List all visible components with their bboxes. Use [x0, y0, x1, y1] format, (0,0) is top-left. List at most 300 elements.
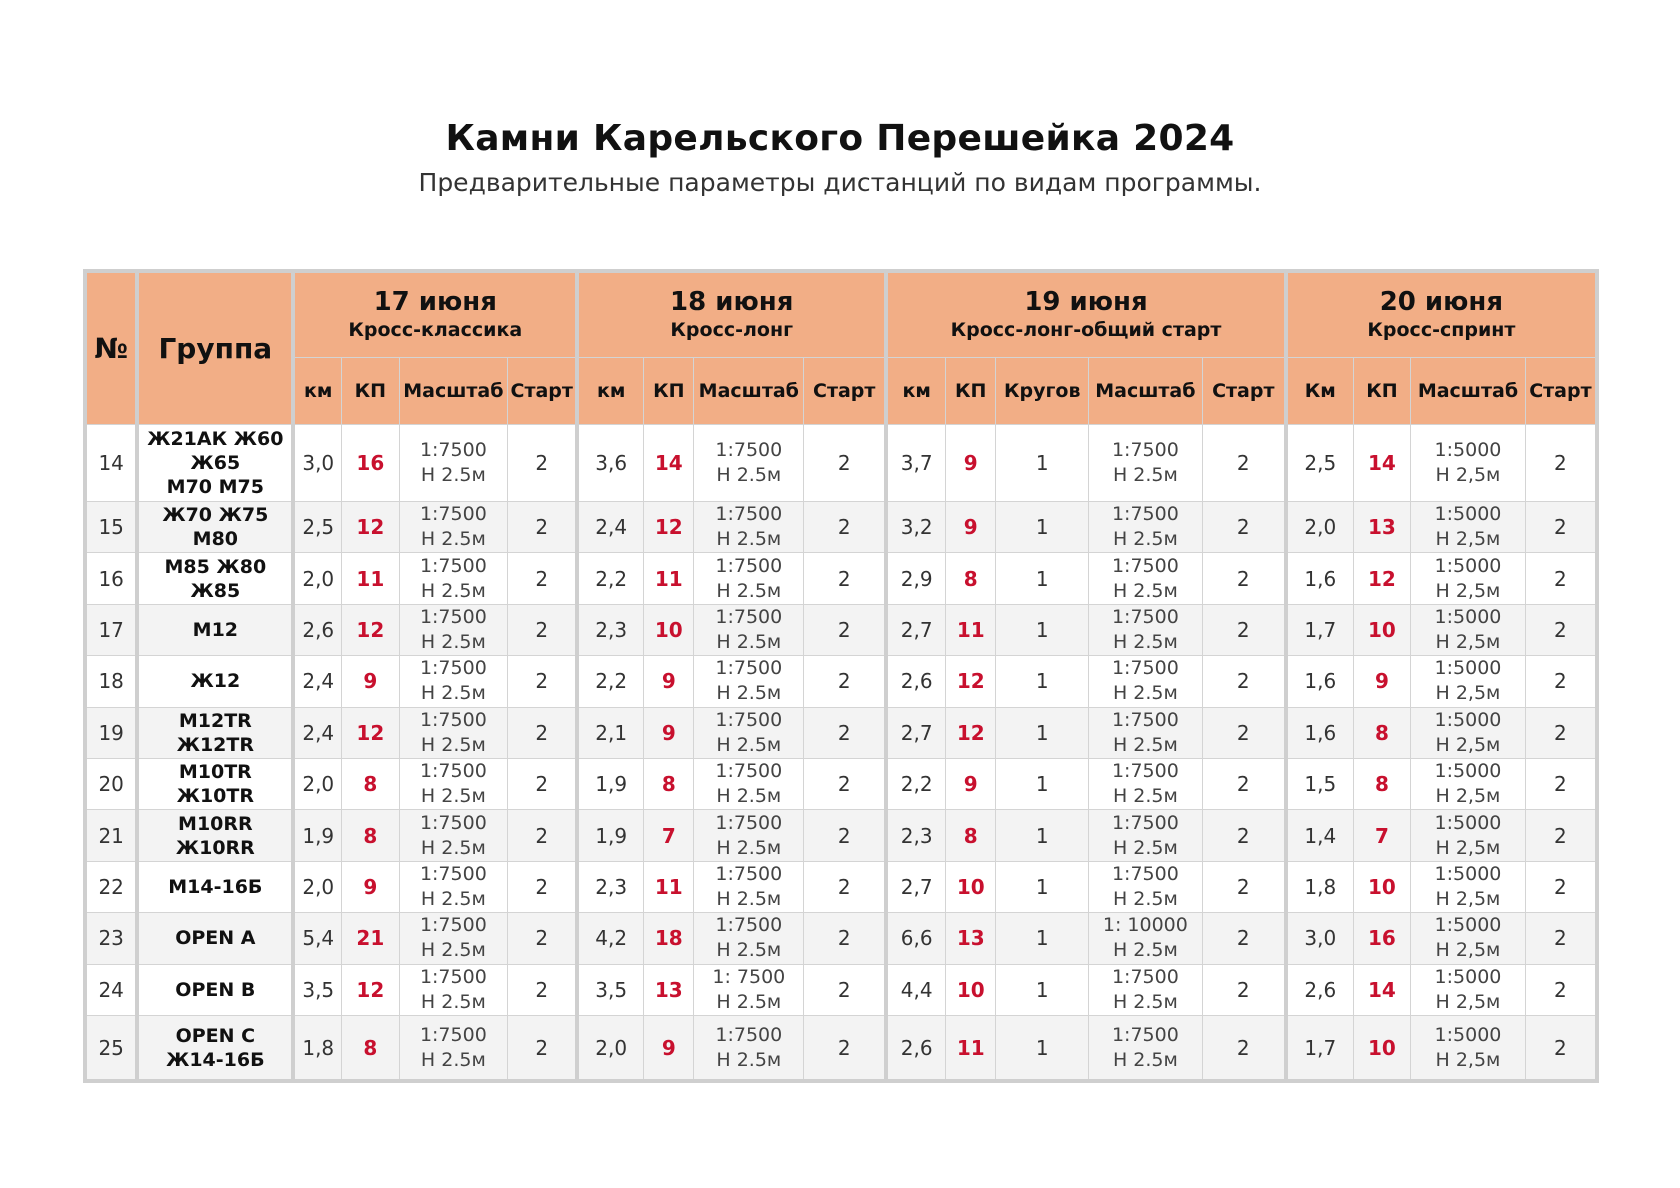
map-scale-line: 1:5000 — [1434, 811, 1502, 834]
distance-km: 2,3 — [577, 604, 643, 655]
kp-count: 11 — [342, 553, 399, 604]
kp-count: 16 — [342, 425, 399, 502]
map-scale — [399, 964, 508, 1015]
group-name-line: OPEN A — [175, 927, 256, 950]
kp-count: 8 — [644, 758, 694, 809]
table-row — [85, 425, 1597, 502]
distance-km: 3,0 — [293, 425, 341, 502]
start-type: 2 — [804, 810, 887, 861]
start-type: 2 — [508, 656, 578, 707]
start-type: 2 — [804, 964, 887, 1015]
day-date: 18 июня — [670, 287, 794, 317]
group-name — [137, 861, 293, 912]
start-type: 2 — [508, 707, 578, 758]
table-row — [85, 810, 1597, 861]
map-scale-line: H 2.5м — [420, 1048, 486, 1071]
map-scale — [399, 425, 508, 502]
map-scale-line: 1:7500 — [715, 503, 783, 526]
map-scale — [1411, 861, 1526, 912]
start-type: 2 — [804, 913, 887, 964]
map-scale — [694, 425, 804, 502]
row-number: 22 — [85, 861, 137, 912]
map-scale — [399, 604, 508, 655]
map-scale-line: H 2,5м — [1435, 733, 1501, 756]
start-type: 2 — [508, 964, 578, 1015]
kp-count: 21 — [342, 913, 399, 964]
start-type: 2 — [1202, 861, 1286, 912]
start-type: 2 — [508, 810, 578, 861]
map-scale — [399, 913, 508, 964]
distance-km: 1,9 — [293, 810, 341, 861]
row-number: 15 — [85, 502, 137, 553]
map-scale-line: 1:7500 — [419, 657, 487, 680]
map-scale-line: H 2.5м — [420, 579, 486, 602]
day-date: 19 июня — [1024, 287, 1148, 317]
group-name-line: Ж21АК Ж60 — [147, 428, 284, 450]
col-header: КП — [1353, 358, 1410, 425]
kp-count: 8 — [1353, 758, 1410, 809]
col-header: Масштаб — [1089, 358, 1203, 425]
distance-km: 2,6 — [886, 656, 945, 707]
map-scale-line: 1:7500 — [1111, 605, 1179, 628]
map-scale — [399, 707, 508, 758]
laps-count: 1 — [996, 913, 1089, 964]
map-scale — [1089, 861, 1203, 912]
map-scale-line: H 2.5м — [1112, 464, 1178, 486]
map-scale — [1411, 913, 1526, 964]
map-scale — [399, 502, 508, 553]
start-type: 2 — [1525, 425, 1597, 502]
group-name-line: Ж65 — [190, 452, 241, 474]
start-type: 2 — [508, 604, 578, 655]
map-scale-line: 1:7500 — [1111, 862, 1179, 885]
map-scale-line: 1:5000 — [1434, 708, 1502, 731]
map-scale — [1089, 425, 1203, 502]
col-header: КП — [644, 358, 694, 425]
kp-count: 11 — [644, 861, 694, 912]
map-scale-line: H 2.5м — [716, 836, 782, 859]
kp-count: 12 — [1353, 553, 1410, 604]
map-scale-line: 1:7500 — [419, 554, 487, 577]
group-name-line: М12TR Ж12TR — [176, 709, 254, 756]
row-number: 20 — [85, 758, 137, 809]
header-num: № — [85, 271, 137, 425]
map-scale-line: 1:7500 — [715, 439, 783, 461]
map-scale — [1411, 656, 1526, 707]
distance-km: 2,4 — [293, 656, 341, 707]
kp-count: 8 — [946, 810, 996, 861]
distance-km: 2,6 — [293, 604, 341, 655]
distance-km: 2,0 — [1286, 502, 1353, 553]
distance-km: 2,7 — [886, 861, 945, 912]
start-type: 2 — [804, 1015, 887, 1081]
map-scale — [694, 758, 804, 809]
group-name-line: Ж14-16Б — [166, 1048, 265, 1071]
map-scale-line: 1:7500 — [715, 657, 783, 680]
day-type: Кросс-лонг — [670, 319, 794, 341]
start-type: 2 — [1525, 861, 1597, 912]
map-scale — [1411, 964, 1526, 1015]
col-header: Масштаб — [1411, 358, 1526, 425]
distance-km: 2,0 — [293, 553, 341, 604]
distance-km: 1,6 — [1286, 707, 1353, 758]
kp-count: 14 — [1353, 964, 1410, 1015]
start-type: 2 — [1202, 604, 1286, 655]
kp-count: 12 — [644, 502, 694, 553]
map-scale — [1411, 604, 1526, 655]
map-scale-line: 1:5000 — [1434, 965, 1502, 988]
start-type: 2 — [1525, 604, 1597, 655]
map-scale-line: H 2.5м — [420, 990, 486, 1013]
start-type: 2 — [804, 861, 887, 912]
distance-km: 2,0 — [577, 1015, 643, 1081]
map-scale-line: 1:5000 — [1434, 503, 1502, 526]
map-scale-line: H 2.5м — [716, 887, 782, 910]
table-row — [85, 656, 1597, 707]
col-header: Масштаб — [694, 358, 804, 425]
laps-count: 1 — [996, 553, 1089, 604]
group-name — [137, 758, 293, 809]
start-type: 2 — [804, 707, 887, 758]
map-scale-line: H 2.5м — [716, 464, 782, 486]
map-scale-line: 1:7500 — [1111, 554, 1179, 577]
group-name — [137, 425, 293, 502]
group-name-line: М14-16Б — [168, 875, 263, 898]
day-header-1 — [293, 271, 577, 358]
map-scale-line: 1:7500 — [715, 760, 783, 783]
kp-count: 12 — [946, 656, 996, 707]
map-scale — [694, 707, 804, 758]
map-scale-line: H 2.5м — [1112, 630, 1178, 653]
start-type: 2 — [1525, 913, 1597, 964]
start-type: 2 — [1202, 553, 1286, 604]
start-type: 2 — [804, 553, 887, 604]
start-type: 2 — [1525, 758, 1597, 809]
distance-km: 3,6 — [577, 425, 643, 502]
map-scale-line: 1:7500 — [419, 914, 487, 937]
map-scale-line: H 2.5м — [716, 682, 782, 705]
map-scale-line: H 2.5м — [1112, 682, 1178, 705]
map-scale-line: 1:5000 — [1434, 914, 1502, 937]
table-row — [85, 707, 1597, 758]
map-scale-line: 1:7500 — [715, 605, 783, 628]
start-type: 2 — [804, 604, 887, 655]
col-header: Кругов — [996, 358, 1089, 425]
map-scale-line: H 2.5м — [716, 939, 782, 962]
laps-count: 1 — [996, 861, 1089, 912]
map-scale — [399, 656, 508, 707]
kp-count: 8 — [342, 1015, 399, 1081]
kp-count: 12 — [342, 502, 399, 553]
map-scale — [399, 861, 508, 912]
laps-count: 1 — [996, 810, 1089, 861]
group-name-line: М70 М75 — [166, 476, 264, 498]
day-type: Кросс-лонг-общий старт — [950, 319, 1222, 341]
distance-km: 3,5 — [577, 964, 643, 1015]
group-name-line: Ж12 — [190, 670, 241, 693]
kp-count: 11 — [946, 1015, 996, 1081]
map-scale-line: H 2.5м — [1112, 887, 1178, 910]
kp-count: 7 — [644, 810, 694, 861]
distance-km: 4,4 — [886, 964, 945, 1015]
distance-km: 2,3 — [886, 810, 945, 861]
map-scale — [694, 656, 804, 707]
map-scale — [694, 810, 804, 861]
group-name-line: М80 — [192, 528, 239, 551]
kp-count: 8 — [946, 553, 996, 604]
col-header: км — [293, 358, 341, 425]
map-scale-line: 1:5000 — [1434, 554, 1502, 577]
day-date: 20 июня — [1379, 287, 1504, 317]
distance-km: 2,9 — [886, 553, 945, 604]
kp-count: 9 — [342, 861, 399, 912]
distance-km: 3,2 — [886, 502, 945, 553]
group-name-line: М12 — [192, 618, 239, 641]
kp-count: 13 — [946, 913, 996, 964]
distance-km: 2,3 — [577, 861, 643, 912]
distance-km: 5,4 — [293, 913, 341, 964]
map-scale-line: H 2.5м — [716, 630, 782, 653]
group-name-line: М10TR — [178, 761, 252, 784]
map-scale — [399, 1015, 508, 1081]
distance-km: 3,7 — [886, 425, 945, 502]
map-scale-line: 1:5000 — [1434, 862, 1502, 885]
group-name — [137, 553, 293, 604]
map-scale-line: H 2.5м — [420, 528, 486, 551]
map-scale — [694, 502, 804, 553]
row-number: 18 — [85, 656, 137, 707]
start-type: 2 — [1525, 707, 1597, 758]
map-scale-line: H 2,5м — [1435, 836, 1501, 859]
map-scale-line: 1: 7500 — [712, 965, 786, 988]
distance-km: 2,2 — [577, 656, 643, 707]
start-type: 2 — [804, 425, 887, 502]
distance-km: 1,6 — [1286, 553, 1353, 604]
start-type: 2 — [1202, 656, 1286, 707]
col-header: КП — [946, 358, 996, 425]
map-scale-line: H 2.5м — [1112, 836, 1178, 859]
distance-km: 1,4 — [1286, 810, 1353, 861]
map-scale-line: 1:7500 — [419, 965, 487, 988]
col-header: Старт — [1525, 358, 1597, 425]
distance-km: 2,5 — [293, 502, 341, 553]
map-scale — [1089, 810, 1203, 861]
map-scale — [1411, 553, 1526, 604]
map-scale — [694, 913, 804, 964]
start-type: 2 — [508, 553, 578, 604]
map-scale — [694, 553, 804, 604]
distance-km: 1,9 — [577, 810, 643, 861]
distance-km: 2,4 — [577, 502, 643, 553]
start-type: 2 — [804, 502, 887, 553]
map-scale — [694, 861, 804, 912]
map-scale-line: 1:7500 — [419, 760, 487, 783]
col-header: Масштаб — [399, 358, 508, 425]
map-scale-line: H 2.5м — [716, 990, 782, 1013]
map-scale-line: 1:5000 — [1434, 760, 1502, 783]
kp-count: 14 — [644, 425, 694, 502]
start-type: 2 — [1202, 913, 1286, 964]
kp-count: 12 — [342, 707, 399, 758]
map-scale-line: H 2.5м — [1112, 990, 1178, 1013]
map-scale-line: H 2.5м — [420, 630, 486, 653]
map-scale-line: H 2.5м — [716, 528, 782, 551]
table-row — [85, 502, 1597, 553]
group-name-line: OPEN B — [175, 978, 256, 1001]
row-number: 19 — [85, 707, 137, 758]
kp-count: 10 — [946, 964, 996, 1015]
distance-km: 2,2 — [577, 553, 643, 604]
map-scale-line: H 2.5м — [420, 836, 486, 859]
row-number: 24 — [85, 964, 137, 1015]
laps-count: 1 — [996, 707, 1089, 758]
col-header: Старт — [1202, 358, 1286, 425]
start-type: 2 — [508, 913, 578, 964]
map-scale — [399, 758, 508, 809]
start-type: 2 — [1202, 707, 1286, 758]
map-scale — [1411, 502, 1526, 553]
kp-count: 8 — [342, 810, 399, 861]
start-type: 2 — [1525, 553, 1597, 604]
kp-count: 7 — [1353, 810, 1410, 861]
table-row — [85, 913, 1597, 964]
laps-count: 1 — [996, 502, 1089, 553]
map-scale-line: 1:7500 — [715, 862, 783, 885]
group-name-line: Ж70 Ж75 — [162, 504, 269, 527]
table-row — [85, 964, 1597, 1015]
kp-count: 8 — [342, 758, 399, 809]
map-scale-line: 1:7500 — [419, 811, 487, 834]
laps-count: 1 — [996, 964, 1089, 1015]
table-row — [85, 553, 1597, 604]
row-number: 23 — [85, 913, 137, 964]
map-scale — [1089, 1015, 1203, 1081]
map-scale — [1089, 553, 1203, 604]
start-type: 2 — [508, 425, 578, 502]
distance-km: 2,6 — [1286, 964, 1353, 1015]
map-scale-line: 1:7500 — [715, 1023, 783, 1046]
distances-table — [83, 269, 1599, 1083]
start-type: 2 — [508, 502, 578, 553]
map-scale-line: H 2.5м — [716, 785, 782, 808]
map-scale-line: H 2.5м — [420, 733, 486, 756]
map-scale-line: H 2.5м — [420, 682, 486, 705]
group-name — [137, 913, 293, 964]
map-scale-line: H 2.5м — [420, 464, 486, 486]
row-number: 16 — [85, 553, 137, 604]
map-scale-line: 1:7500 — [1111, 503, 1179, 526]
start-type: 2 — [804, 758, 887, 809]
table-row — [85, 1015, 1597, 1081]
col-header: Старт — [508, 358, 578, 425]
group-name-line: Ж10TR — [176, 785, 254, 808]
kp-count: 9 — [342, 656, 399, 707]
distance-km: 6,6 — [886, 913, 945, 964]
distance-km: 4,2 — [577, 913, 643, 964]
map-scale — [1089, 604, 1203, 655]
map-scale-line: 1:7500 — [715, 554, 783, 577]
map-scale-line: H 2.5м — [1112, 733, 1178, 756]
map-scale-line: 1:7500 — [1111, 439, 1179, 461]
laps-count: 1 — [996, 656, 1089, 707]
start-type: 2 — [1525, 810, 1597, 861]
distance-km: 2,0 — [293, 758, 341, 809]
start-type: 2 — [804, 656, 887, 707]
kp-count: 11 — [644, 553, 694, 604]
distance-km: 2,7 — [886, 707, 945, 758]
map-scale — [1089, 707, 1203, 758]
map-scale-line: 1:5000 — [1434, 1023, 1502, 1046]
col-header: км — [577, 358, 643, 425]
page-title: Камни Карельского Перешейка 2024 — [445, 118, 1235, 159]
map-scale-line: 1:5000 — [1434, 439, 1502, 461]
kp-count: 8 — [1353, 707, 1410, 758]
row-number: 14 — [85, 425, 137, 502]
map-scale-line: H 2.5м — [716, 579, 782, 602]
row-number: 21 — [85, 810, 137, 861]
group-name-line: OPEN C — [175, 1024, 256, 1047]
map-scale-line: 1:7500 — [419, 605, 487, 628]
map-scale-line: 1:7500 — [1111, 657, 1179, 680]
laps-count: 1 — [996, 604, 1089, 655]
kp-count: 10 — [946, 861, 996, 912]
kp-count: 10 — [1353, 1015, 1410, 1081]
start-type: 2 — [1202, 964, 1286, 1015]
day-header-4 — [1286, 271, 1597, 358]
map-scale-line: H 2.5м — [420, 939, 486, 962]
kp-count: 12 — [342, 604, 399, 655]
map-scale-line: H 2,5м — [1435, 464, 1501, 486]
map-scale-line: 1:7500 — [419, 439, 487, 461]
map-scale — [399, 553, 508, 604]
kp-count: 10 — [1353, 604, 1410, 655]
day-date: 17 июня — [373, 287, 497, 317]
map-scale — [1089, 964, 1203, 1015]
map-scale-line: 1:7500 — [419, 708, 487, 731]
start-type: 2 — [1525, 656, 1597, 707]
col-header: Старт — [804, 358, 887, 425]
group-name — [137, 656, 293, 707]
row-number: 25 — [85, 1015, 137, 1081]
map-scale-line: H 2,5м — [1435, 887, 1501, 910]
kp-count: 18 — [644, 913, 694, 964]
map-scale — [1411, 707, 1526, 758]
map-scale-line: H 2,5м — [1435, 579, 1501, 602]
map-scale-line: H 2.5м — [420, 887, 486, 910]
table-body — [85, 425, 1597, 1082]
group-name-line: М10RR — [178, 812, 253, 835]
start-type: 2 — [1202, 502, 1286, 553]
kp-count: 9 — [1353, 656, 1410, 707]
kp-count: 9 — [946, 502, 996, 553]
map-scale-line: 1:7500 — [715, 811, 783, 834]
day-type: Кросс-спринт — [1367, 319, 1516, 341]
map-scale-line: H 2.5м — [716, 1048, 782, 1071]
kp-count: 13 — [644, 964, 694, 1015]
page-subtitle: Предварительные параметры дистанций по видам программы. — [418, 168, 1262, 197]
group-name — [137, 707, 293, 758]
day-header-2 — [577, 271, 886, 358]
map-scale-line: H 2,5м — [1435, 1048, 1501, 1071]
group-name-line: Ж85 — [190, 579, 241, 602]
map-scale — [694, 964, 804, 1015]
distance-km: 1,8 — [1286, 861, 1353, 912]
map-scale-line: H 2,5м — [1435, 528, 1501, 551]
map-scale-line: H 2,5м — [1435, 630, 1501, 653]
map-scale-line: 1:7500 — [1111, 760, 1179, 783]
row-number: 17 — [85, 604, 137, 655]
map-scale-line: 1: 10000 — [1102, 914, 1188, 937]
